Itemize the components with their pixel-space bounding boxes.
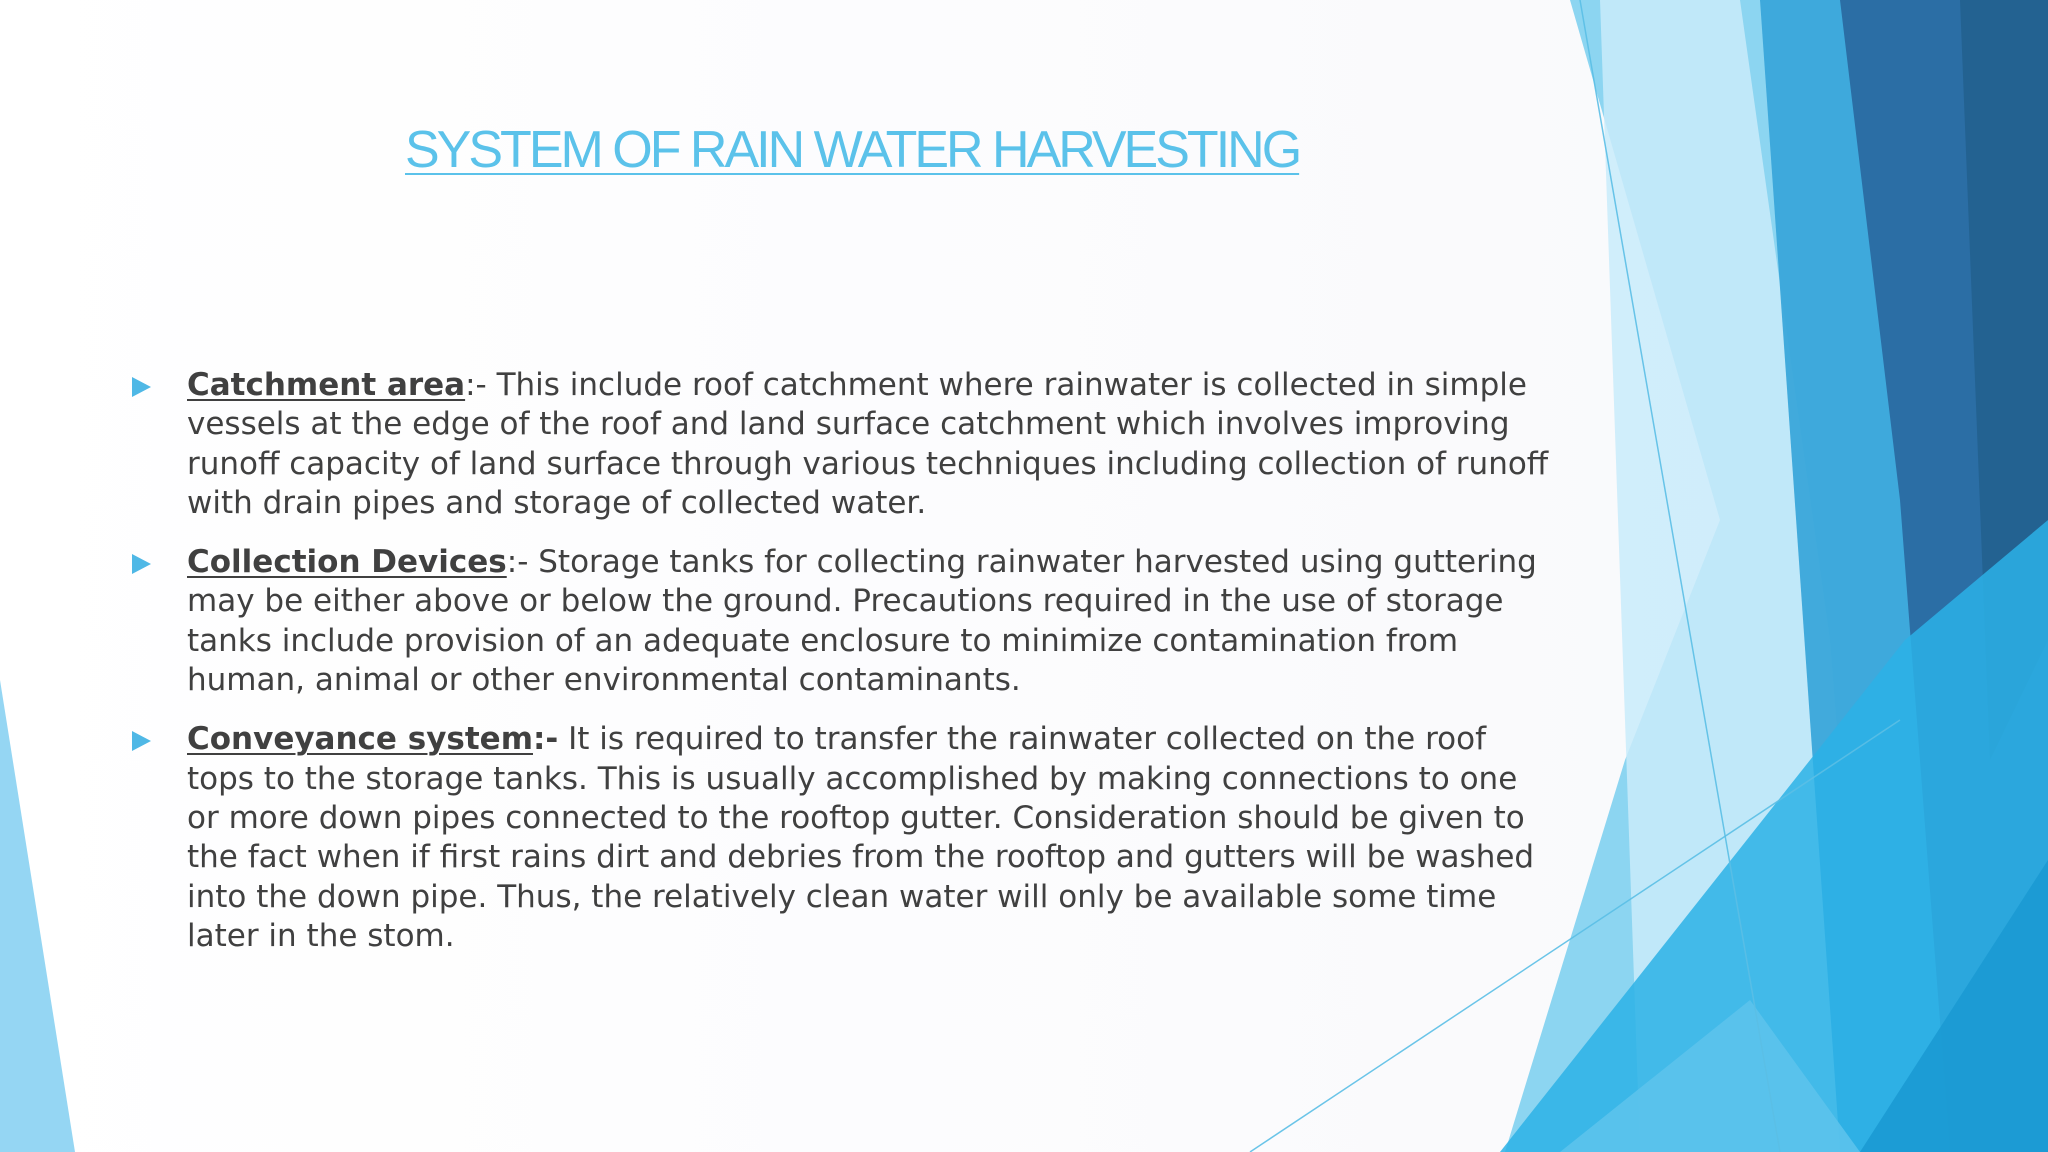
bullet-separator: :- [533, 721, 559, 758]
left-accent-shape [0, 680, 75, 1152]
bullet-term: Catchment area [187, 367, 466, 403]
bullet-term: Conveyance system [187, 721, 533, 758]
bullet-catchment-area [130, 366, 1550, 523]
bullet-term: Collection Devices [187, 544, 507, 581]
slide-title: SYSTEM OF RAIN WATER HARVESTING [405, 121, 1300, 179]
triangle-right-icon [132, 554, 151, 574]
bullet-list [130, 366, 1550, 976]
bullet-text: Storage tanks for collecting rainwater harvested using guttering may be either above or below the ground. Precautions required in the use of storage tanks include provision of an adequate enclosure to minimize contamination from human, animal or other environmental contaminants. [187, 544, 1537, 699]
bullet-text: This include roof catchment where rainwater is collected in simple vessels at the edge of the roof and land surface catchment which involves improving runoff capacity of land surface through various techniques including collection of runoff with drain pipes and storage of collected water. [187, 367, 1549, 521]
bullet-collection-devices [130, 543, 1550, 700]
triangle-right-icon [132, 731, 151, 751]
bullet-text: It is required to transfer the rainwater collected on the roof tops to the storage tanks. This is usually accomplished by making connections to one or more down pipes connected to the rooftop gutter. Consideration should be given to the fact when if first rains dirt and debries from the rooftop and gutters will be washed into the down pipe. Thus, the relatively clean water will only be available some time later in the stom. [187, 721, 1535, 954]
bullet-conveyance-system [130, 720, 1550, 956]
bullet-separator: :- [465, 367, 487, 403]
bullet-separator: :- [506, 544, 529, 581]
triangle-right-icon [132, 377, 151, 397]
